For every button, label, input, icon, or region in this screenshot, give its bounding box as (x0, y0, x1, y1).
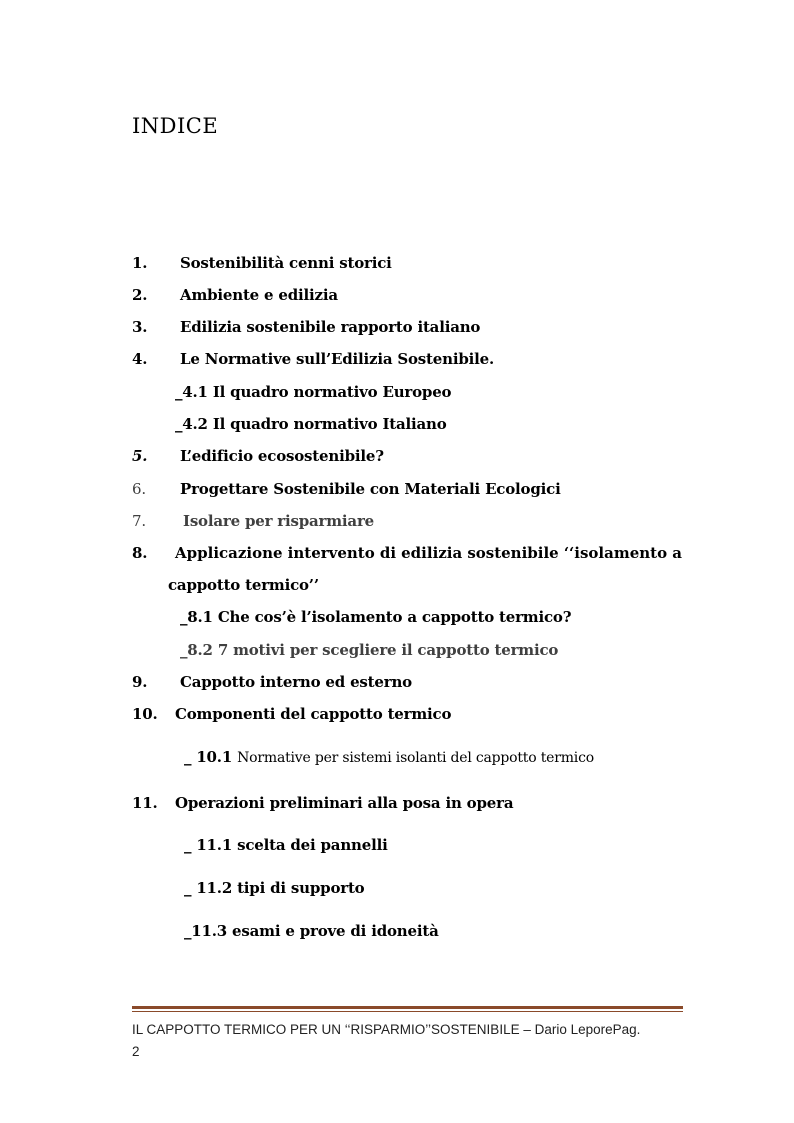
toc-item-number: 7. (132, 512, 146, 530)
toc-item-text: Ambiente e edilizia (180, 286, 338, 304)
footer-page-number: 2 (132, 1044, 140, 1059)
toc-subitem-11-3: _11.3 esami e prove di idoneità (184, 922, 439, 940)
toc-item-text: Isolare per risparmiare (183, 512, 375, 530)
toc-item-number: 1. (132, 254, 148, 272)
toc-item-word: edilizia (401, 544, 463, 562)
toc-subitem-4-2: _4.2 Il quadro normativo Italiano (175, 415, 447, 433)
toc-subitem-text: Normative per sistemi isolanti del cappotto termico (237, 750, 594, 766)
toc-item-number: 4. (132, 350, 148, 368)
toc-item-text: Edilizia sostenibile rapporto italiano (180, 318, 481, 336)
page-footer (132, 1019, 692, 1063)
toc-item-number: 5. (132, 447, 148, 465)
toc-item-number: 11. (132, 794, 158, 812)
page-title: INDICE (132, 114, 219, 138)
toc-item-word: a (672, 544, 682, 562)
footer-divider-thin (132, 1011, 683, 1012)
toc-item-word: sostenibile (467, 544, 559, 562)
toc-item-number: 10. (132, 705, 158, 723)
toc-item-number: 8. (132, 544, 148, 562)
toc-item-text: Sostenibilità cenni storici (180, 254, 392, 272)
toc-item-number: 3. (132, 318, 148, 336)
toc-item-word: intervento (287, 544, 375, 562)
toc-item-text: Operazioni preliminari alla posa in opera (175, 794, 514, 812)
toc-item-word: Applicazione (175, 544, 283, 562)
toc-item-text: Le Normative sull’Edilizia Sostenibile. (180, 350, 494, 368)
footer-divider-thick (132, 1006, 683, 1009)
toc-item-word: ‘‘isolamento (563, 544, 668, 562)
toc-subitem-11-2: _ 11.2 tipi di supporto (184, 879, 365, 897)
toc-item-text: Cappotto interno ed esterno (180, 673, 412, 691)
toc-item-word: di (379, 544, 397, 562)
toc-item-text: Componenti del cappotto termico (175, 705, 452, 723)
toc-item-8-text-line (175, 544, 682, 562)
toc-subitem-prefix: _ 10.1 (184, 748, 233, 766)
toc-subitem-10-1 (184, 748, 594, 766)
toc-subitem-8-1: _8.1 Che cos’è l’isolamento a cappotto termico? (180, 608, 572, 626)
toc-subitem-8-2: _8.2 7 motivi per scegliere il cappotto termico (180, 641, 559, 659)
toc-subitem-11-1: _ 11.1 scelta dei pannelli (184, 836, 388, 854)
toc-item-text: L’edificio ecosostenibile? (180, 447, 384, 465)
toc-subitem-4-1: _4.1 Il quadro normativo Europeo (175, 383, 452, 401)
toc-item-number: 9. (132, 673, 148, 691)
toc-item-text: Progettare Sostenibile con Materiali Ecologici (180, 480, 561, 498)
toc-item-8-continuation: cappotto termico’’ (168, 576, 319, 594)
toc-item-number: 2. (132, 286, 148, 304)
toc-item-number: 6. (132, 480, 146, 498)
footer-running-title: IL CAPPOTTO TERMICO PER UN ‘‘RISPARMIO’’SOSTENIBILE – Dario LeporePag. (132, 1022, 641, 1037)
